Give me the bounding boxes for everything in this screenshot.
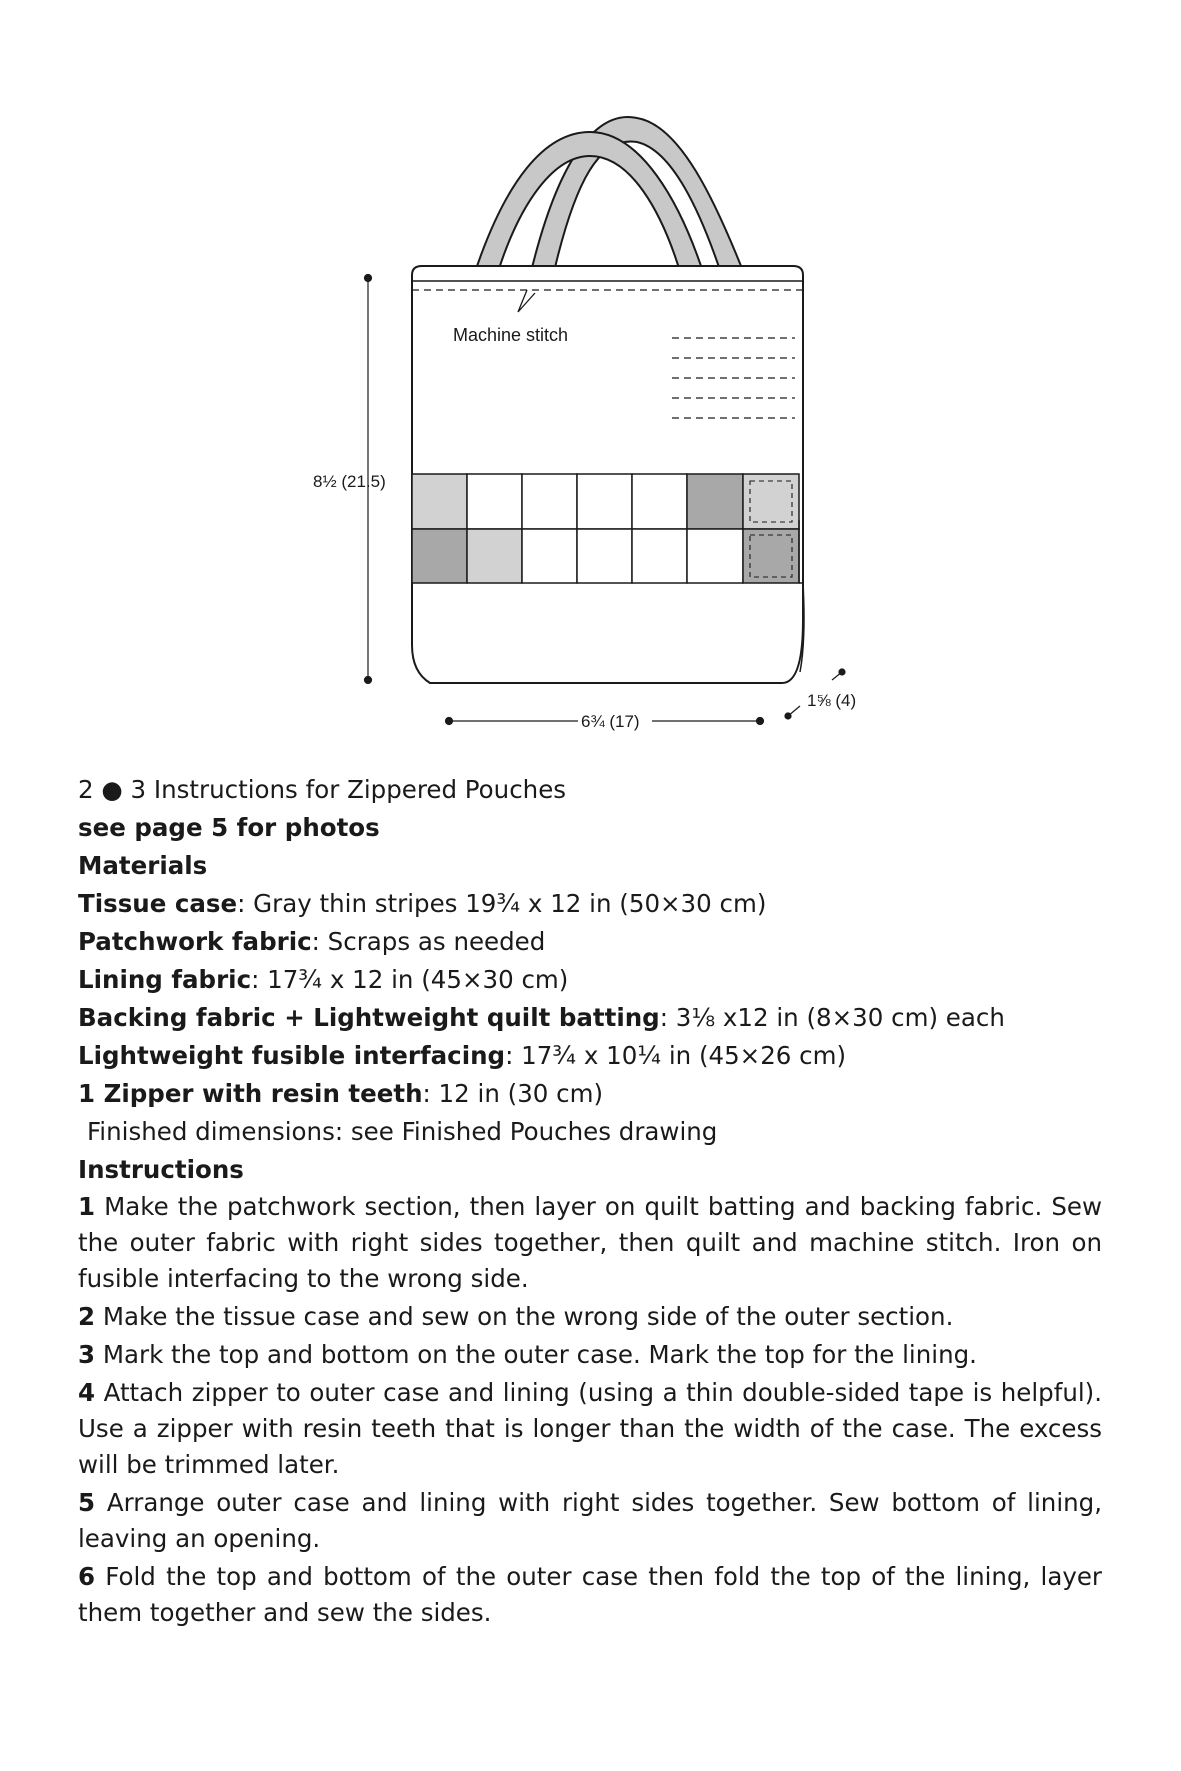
material-name: Lightweight fusible interfacing <box>78 1041 506 1070</box>
instruction-step <box>78 1337 1102 1373</box>
material-name: Lining fabric <box>78 965 252 994</box>
step-number: 1 <box>78 1192 96 1221</box>
instructions-heading: Instructions <box>78 1155 244 1184</box>
material-item <box>78 1037 1102 1075</box>
material-name: Patchwork fabric <box>78 927 312 956</box>
width-label: 6¾ (17) <box>581 712 640 731</box>
step-text: Make the tissue case and sew on the wrong side of the outer section. <box>95 1302 954 1331</box>
height-label: 8½ (21.5) <box>313 472 386 491</box>
instructions-text <box>78 771 1102 1633</box>
material-name: Tissue case <box>78 889 238 918</box>
handles <box>473 117 745 278</box>
instruction-step <box>78 1189 1102 1297</box>
material-name: 1 Zipper with resin teeth <box>78 1079 423 1108</box>
patchwork-row-2 <box>412 529 799 583</box>
material-value: : 17¾ x 10¼ in (45×26 cm) <box>505 1041 847 1070</box>
step-text: Attach zipper to outer case and lining (using a thin double-sided tape is helpful). Use a zipper with resin teeth that is longer than the width of the case. The excess will be trimmed later. <box>78 1378 1102 1479</box>
step-number: 2 <box>78 1302 96 1331</box>
finished-dimensions: Finished dimensions: see Finished Pouches drawing <box>87 1117 718 1146</box>
step-number: 3 <box>78 1340 96 1369</box>
materials-heading: Materials <box>78 851 208 880</box>
depth-label: 1⅝ (4) <box>807 691 857 710</box>
material-value: : Gray thin stripes 19¾ x 12 in (50×30 cm) <box>237 889 767 918</box>
material-name: Backing fabric + Lightweight quilt batting <box>78 1003 660 1032</box>
instruction-step <box>78 1485 1102 1557</box>
patchwork-row-1 <box>412 474 799 529</box>
pouch-diagram <box>0 0 1181 760</box>
photo-reference: see page 5 for photos <box>78 813 380 842</box>
step-number: 6 <box>78 1562 96 1591</box>
page-title: 2 ● 3 Instructions for Zippered Pouches <box>78 775 567 804</box>
step-text: Mark the top and bottom on the outer case. Mark the top for the lining. <box>95 1340 977 1369</box>
material-item <box>78 923 1102 961</box>
material-value: : Scraps as needed <box>311 927 546 956</box>
material-item <box>78 885 1102 923</box>
material-value: : 17¾ x 12 in (45×30 cm) <box>251 965 569 994</box>
material-item <box>78 1075 1102 1113</box>
instruction-step <box>78 1375 1102 1483</box>
step-number: 5 <box>78 1488 96 1517</box>
material-item <box>78 961 1102 999</box>
step-text: Fold the top and bottom of the outer case then fold the top of the lining, layer them together and sew the sides. <box>78 1562 1102 1627</box>
material-value: : 12 in (30 cm) <box>422 1079 604 1108</box>
material-value: : 3⅛ x12 in (8×30 cm) each <box>659 1003 1005 1032</box>
instruction-step <box>78 1559 1102 1631</box>
instruction-step <box>78 1299 1102 1335</box>
step-text: Arrange outer case and lining with right sides together. Sew bottom of lining, leaving an opening. <box>78 1488 1102 1553</box>
material-item <box>78 999 1102 1037</box>
step-number: 4 <box>78 1378 96 1407</box>
step-text: Make the patchwork section, then layer on quilt batting and backing fabric. Sew the outer fabric with right sides together, then quilt and machine stitch. Iron on fusible interfacing to the wrong side. <box>78 1192 1102 1293</box>
machine-stitch-label: Machine stitch <box>453 325 569 345</box>
